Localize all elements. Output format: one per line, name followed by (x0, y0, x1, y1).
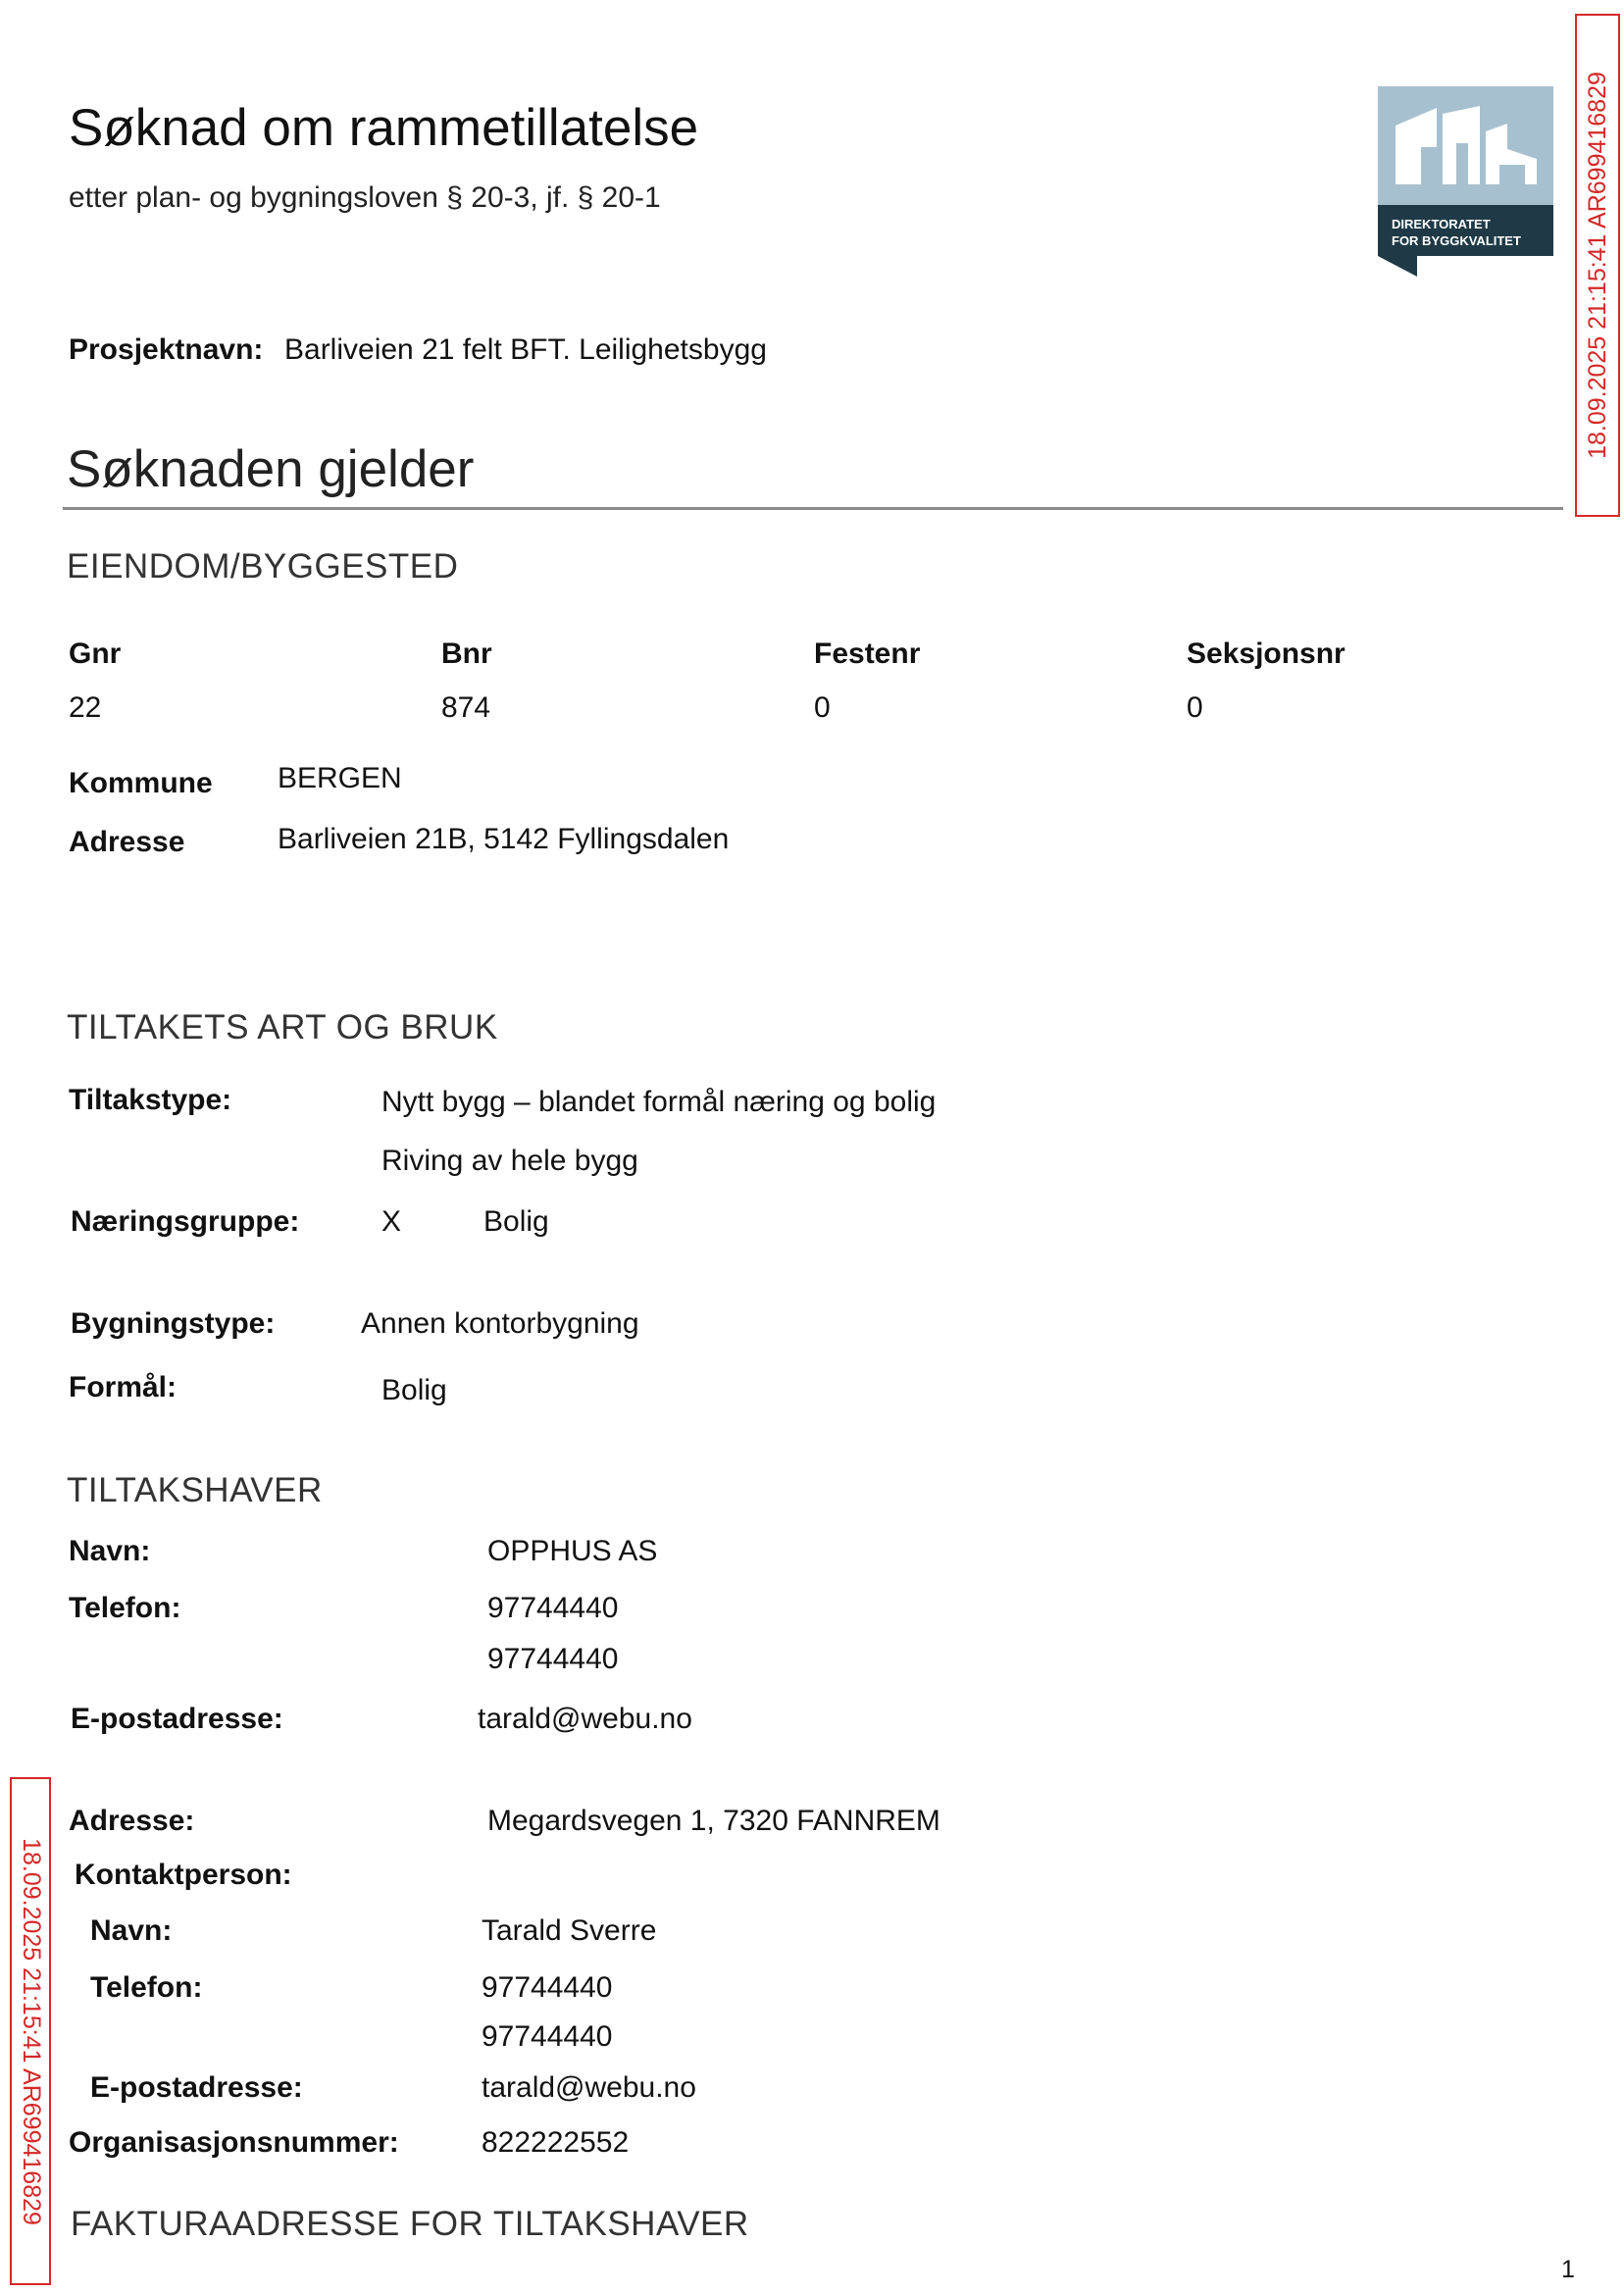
seksjonsnr-label: Seksjonsnr (1187, 637, 1345, 670)
timestamp-stamp-top (1575, 14, 1620, 517)
timestamp-stamp-left-text: 18.09.2025 21:15:41 AR699416829 (17, 1837, 45, 2225)
page-subtitle: etter plan- og bygningsloven § 20-3, jf. § 20-1 (69, 181, 661, 214)
tiltakshaver-adresse-value: Megardsvegen 1, 7320 FANNREM (487, 1805, 940, 1837)
bnr-label: Bnr (441, 637, 492, 670)
tiltakshaver-navn-label: Navn: (69, 1535, 151, 1567)
project-name-value: Barliveien 21 felt BFT. Leilighetsbygg (284, 333, 767, 366)
tiltakstype-label: Tiltakstype: (69, 1084, 232, 1116)
bnr-value: 874 (441, 691, 491, 724)
property-heading: EIENDOM/BYGGESTED (67, 547, 459, 586)
project-name-label: Prosjektnavn: (69, 333, 264, 366)
formal-label: Formål: (69, 1371, 178, 1403)
bygningstype-label: Bygningstype: (71, 1307, 276, 1340)
adresse-value: Barliveien 21B, 5142 Fyllingsdalen (278, 823, 730, 855)
organisasjonsnummer-value: 822222552 (482, 2126, 630, 2159)
section-divider (63, 507, 1563, 510)
dibk-logo (1378, 86, 1553, 277)
tiltakshaver-epost-label: E-postadresse: (71, 1703, 283, 1735)
page-number: 1 (1561, 2256, 1575, 2283)
gnr-label: Gnr (69, 637, 122, 670)
seksjonsnr-value: 0 (1187, 691, 1203, 724)
kontakt-telefon-value-2: 97744440 (482, 2020, 613, 2053)
naeringsgruppe-label: Næringsgruppe: (71, 1205, 300, 1238)
kommune-value: BERGEN (278, 762, 402, 794)
kontakt-navn-label: Navn: (90, 1914, 173, 1947)
tiltakshaver-telefon-value-1: 97744440 (487, 1592, 619, 1624)
faktura-heading: FAKTURAADRESSE FOR TILTAKSHAVER (71, 2205, 749, 2243)
tiltakshaver-telefon-value-2: 97744440 (487, 1643, 619, 1675)
tiltakshaver-epost-value: tarald@webu.no (478, 1703, 692, 1735)
naeringsgruppe-code: X (381, 1205, 402, 1238)
tiltakshaver-adresse-label: Adresse: (69, 1805, 195, 1837)
page-title: Søknad om rammetillatelse (69, 99, 699, 157)
kontakt-epost-label: E-postadresse: (90, 2071, 303, 2104)
adresse-label: Adresse (69, 826, 185, 858)
tiltakstype-value-2: Riving av hele bygg (381, 1145, 638, 1177)
organisasjonsnummer-label: Organisasjonsnummer: (69, 2126, 399, 2159)
kontakt-telefon-value-1: 97744440 (482, 1971, 613, 2004)
kontakt-navn-value: Tarald Sverre (482, 1914, 657, 1947)
tiltakshaver-navn-value: OPPHUS AS (487, 1535, 658, 1567)
festenr-value: 0 (814, 691, 831, 724)
formal-value: Bolig (381, 1374, 447, 1406)
logo-text-line-1: DIREKTORATET (1392, 217, 1491, 231)
timestamp-stamp-left (10, 1777, 51, 2285)
kommune-label: Kommune (69, 767, 213, 799)
tiltakshaver-telefon-label: Telefon: (69, 1592, 181, 1624)
tiltak-heading: TILTAKETS ART OG BRUK (67, 1008, 498, 1046)
timestamp-stamp-top-text: 18.09.2025 21:15:41 AR699416829 (1583, 72, 1611, 459)
naeringsgruppe-value: Bolig (483, 1205, 549, 1238)
tiltakshaver-heading: TILTAKSHAVER (67, 1471, 323, 1509)
festenr-label: Festenr (814, 637, 921, 670)
tiltakstype-value-1: Nytt bygg – blandet formål næring og bolig (381, 1086, 937, 1118)
kontakt-epost-value: tarald@webu.no (482, 2071, 696, 2104)
logo-text-line-2: FOR BYGGKVALITET (1392, 233, 1521, 248)
gnr-value: 22 (69, 691, 102, 724)
bygningstype-value: Annen kontorbygning (361, 1307, 639, 1340)
kontakt-telefon-label: Telefon: (90, 1971, 203, 2004)
section-title: Søknaden gjelder (67, 440, 475, 498)
kontaktperson-label: Kontaktperson: (75, 1859, 292, 1891)
